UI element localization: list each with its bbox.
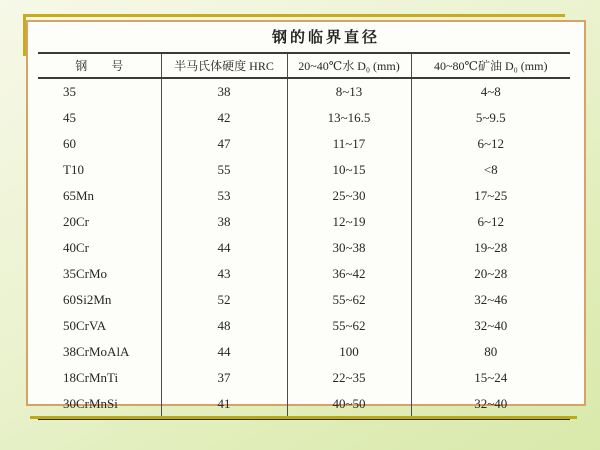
cell-hrc: 42: [161, 105, 287, 131]
table-row: [38, 235, 570, 261]
table-row: [38, 209, 570, 235]
cell-water: 12~19: [287, 209, 411, 235]
cell-grade: 50CrVA: [63, 318, 107, 333]
cell-hrc: 44: [161, 339, 287, 365]
cell-oil: 32~46: [411, 287, 570, 313]
column-header-oil: 40~80℃矿油 D₀ (mm): [411, 53, 570, 78]
cell-water: 22~35: [287, 365, 411, 391]
cell-oil: 32~40: [411, 313, 570, 339]
cell-grade: 65Mn: [63, 188, 95, 203]
cell-grade: 60Si2Mn: [63, 292, 112, 307]
table-row: [38, 183, 570, 209]
cell-grade: 30CrMnSi: [63, 396, 118, 411]
cell-grade: 45: [63, 110, 76, 125]
cell-grade: 40Cr: [63, 240, 89, 255]
cell-hrc: 41: [161, 391, 287, 419]
table-row: [38, 78, 570, 105]
table-row: [38, 261, 570, 287]
cell-water: 55~62: [287, 313, 411, 339]
cell-oil: 20~28: [411, 261, 570, 287]
cell-oil: 17~25: [411, 183, 570, 209]
column-header-water: 20~40℃水 D₀ (mm): [287, 53, 411, 78]
cell-water: 8~13: [287, 78, 411, 105]
column-header-hrc: 半马氏体硬度 HRC: [161, 53, 287, 78]
table-row: [38, 287, 570, 313]
cell-water: 36~42: [287, 261, 411, 287]
top-accent-line: [23, 14, 565, 17]
cell-oil: 6~12: [411, 131, 570, 157]
cell-hrc: 47: [161, 131, 287, 157]
table-row: [38, 313, 570, 339]
cell-water: 40~50: [287, 391, 411, 419]
cell-water: 55~62: [287, 287, 411, 313]
cell-water: 30~38: [287, 235, 411, 261]
cell-oil: <8: [411, 157, 570, 183]
cell-water: 25~30: [287, 183, 411, 209]
cell-water: 11~17: [287, 131, 411, 157]
cell-grade: 18CrMnTi: [63, 370, 119, 385]
bottom-accent-line: [30, 416, 577, 419]
content-panel: [26, 20, 586, 411]
table-row: [38, 339, 570, 365]
cell-grade: 35: [63, 84, 76, 99]
table-row: [38, 365, 570, 391]
cell-hrc: 53: [161, 183, 287, 209]
cell-oil: 5~9.5: [411, 105, 570, 131]
table-row: [38, 157, 570, 183]
cell-hrc: 48: [161, 313, 287, 339]
cell-oil: 4~8: [411, 78, 570, 105]
cell-grade: 20Cr: [63, 214, 89, 229]
cell-oil: 19~28: [411, 235, 570, 261]
cell-grade: T10: [63, 162, 84, 177]
cell-hrc: 43: [161, 261, 287, 287]
cell-oil: 15~24: [411, 365, 570, 391]
header-row: [38, 53, 570, 78]
cell-grade: 35CrMo: [63, 266, 108, 281]
cell-hrc: 38: [161, 209, 287, 235]
cell-hrc: 55: [161, 157, 287, 183]
cell-hrc: 52: [161, 287, 287, 313]
cell-oil: 6~12: [411, 209, 570, 235]
cell-oil: 32~40: [411, 391, 570, 419]
table-row: [38, 391, 570, 419]
table-title: 钢的临界直径: [271, 30, 380, 46]
cell-water: 10~15: [287, 157, 411, 183]
cell-hrc: 38: [161, 78, 287, 105]
cell-oil: 80: [411, 339, 570, 365]
table-row: [38, 105, 570, 131]
column-header-grade: 钢 号: [38, 53, 161, 78]
cell-hrc: 37: [161, 365, 287, 391]
cell-grade: 38CrMoAlA: [63, 344, 130, 359]
cell-hrc: 44: [161, 235, 287, 261]
cell-water: 13~16.5: [287, 105, 411, 131]
cell-water: 100: [287, 339, 411, 365]
cell-grade: 60: [63, 136, 76, 151]
table-row: [38, 131, 570, 157]
steel-critical-diameter-table: [38, 52, 570, 420]
